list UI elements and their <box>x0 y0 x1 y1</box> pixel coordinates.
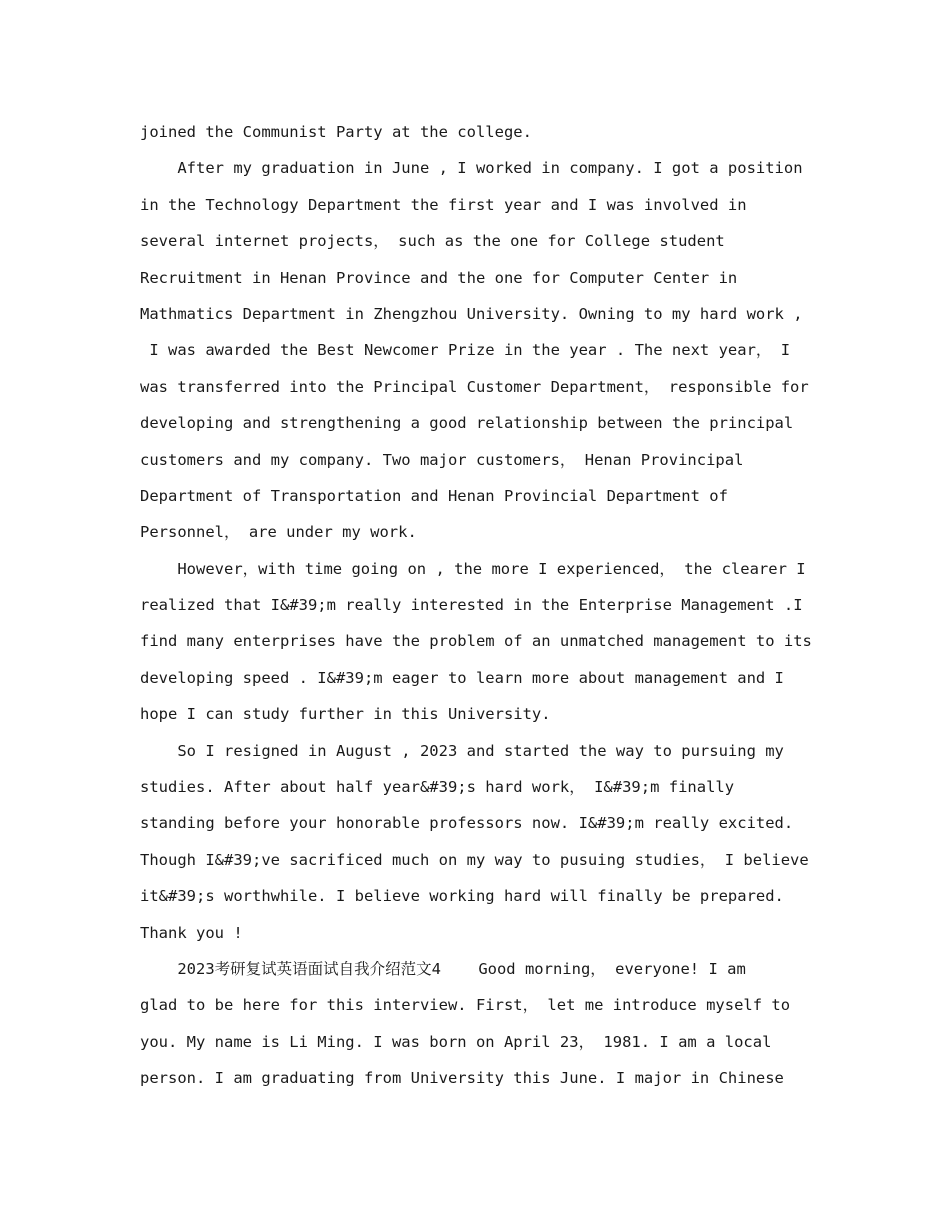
text-line: After my graduation in June , I worked in company. I got a position <box>140 159 803 178</box>
text-line: person. I am graduating from University this June. I major in Chinese <box>140 1069 784 1088</box>
text-line: it&#39;s worthwhile. I believe working hard will finally be prepared. <box>140 887 784 906</box>
text-line: you. My name is Li Ming. I was born on April 23， 1981. I am a local <box>140 1032 772 1051</box>
text-line: in the Technology Department the first year and I was involved in <box>140 195 747 214</box>
text-line: So I resigned in August , 2023 and started the way to pursuing my <box>140 741 784 760</box>
text-line: find many enterprises have the problem of an unmatched management to its <box>140 632 812 651</box>
text-line: customers and my company. Two major customers， Henan Provincipal <box>140 450 744 469</box>
text-line: developing speed . I&#39;m eager to learn more about management and I <box>140 668 784 687</box>
text-line: Recruitment in Henan Province and the one for Computer Center in <box>140 268 738 287</box>
text-line: Department of Transportation and Henan Provincial Department of <box>140 486 728 505</box>
text-line: hope I can study further in this University. <box>140 705 551 724</box>
text-line: 2023考研复试英语面试自我介绍范文4 Good morning， everyone! I am <box>140 959 746 978</box>
text-line: several internet projects， such as the one for College student <box>140 232 725 251</box>
text-line: However，with time going on , the more I experienced， the clearer I <box>140 559 806 578</box>
text-line: Thank you ! <box>140 923 243 942</box>
document-body <box>140 114 820 1097</box>
text-line: joined the Communist Party at the college. <box>140 123 532 141</box>
text-line: Mathmatics Department in Zhengzhou University. Owning to my hard work , <box>140 304 803 323</box>
text-line: studies. After about half year&#39;s hard work， I&#39;m finally <box>140 778 735 797</box>
text-line: realized that I&#39;m really interested in the Enterprise Management .I <box>140 596 803 615</box>
text-line: Though I&#39;ve sacrificed much on my way to pusuing studies， I believe <box>140 850 809 869</box>
text-line: was transferred into the Principal Customer Department， responsible for <box>140 377 809 396</box>
text-line: Personnel， are under my work. <box>140 523 417 542</box>
text-line: glad to be here for this interview. First， let me introduce myself to <box>140 996 791 1015</box>
text-line: I was awarded the Best Newcomer Prize in the year . The next year， I <box>140 341 791 360</box>
text-line: developing and strengthening a good relationship between the principal <box>140 414 794 433</box>
text-line: standing before your honorable professors now. I&#39;m really excited. <box>140 814 794 833</box>
